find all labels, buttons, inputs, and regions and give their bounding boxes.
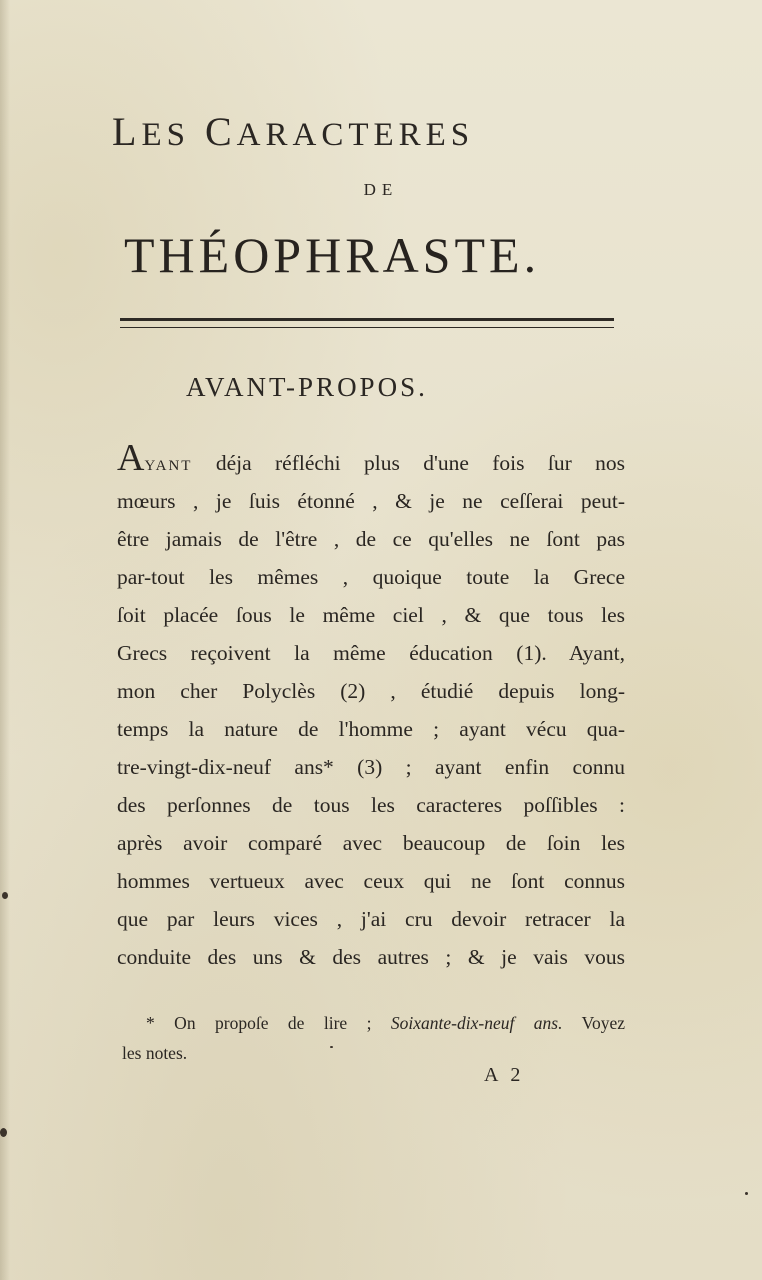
title-les-rest: ES — [141, 117, 190, 153]
body-line-1 — [117, 437, 625, 482]
footnote-prefix: * On propoſe de lire ; — [146, 1013, 391, 1033]
title-caracteres-rest: ARACTERES — [236, 117, 475, 153]
title-initial-l: L — [112, 109, 142, 154]
body-paragraph — [117, 437, 625, 976]
title-line-les-caracteres — [112, 108, 622, 155]
double-rule-thin — [120, 327, 614, 328]
dropcap: A — [117, 437, 145, 479]
body-line-2: mœurs , je ſuis étonné , & je ne ceſſerai peut- — [117, 489, 625, 513]
body-line-7: mon cher Polyclès (2) , étudié depuis long- — [117, 679, 625, 703]
body-line-11: après avoir comparé avec beaucoup de ſoin les — [117, 831, 625, 855]
body-line-13: que par leurs vices , j'ai cru devoir retracer la — [117, 907, 625, 931]
signature-mark: A 2 — [484, 1064, 525, 1086]
title-line-de: DE — [363, 180, 399, 199]
body-line-4: par-tout les mêmes , quoique toute la Grece — [117, 565, 625, 589]
first-word-small-caps: YANT — [144, 458, 193, 474]
double-rule-thick — [120, 318, 614, 321]
body-line-9: tre-vingt-dix-neuf ans* (3) ; ayant enfin connu — [117, 755, 625, 779]
ink-speck — [330, 1046, 333, 1048]
ink-speck — [0, 1128, 7, 1137]
footnote-suffix: Voyez — [562, 1013, 626, 1033]
body-line-14: conduite des uns & des autres ; & je vais vous — [117, 945, 625, 969]
ink-speck — [2, 892, 8, 899]
body-line-1-text: déja réfléchi plus d'une fois ſur nos — [192, 451, 625, 475]
body-line-5: ſoit placée ſous le même ciel , & que tous les — [117, 603, 625, 627]
body-line-6: Grecs reçoivent la même éducation (1). Ayant, — [117, 641, 625, 665]
footnote-line-2: les notes. — [122, 1043, 188, 1063]
body-line-3: être jamais de l'être , de ce qu'elles ne ſont pas — [117, 527, 625, 551]
section-heading: AVANT-PROPOS. — [186, 372, 428, 402]
footnote — [122, 1008, 625, 1068]
title-initial-c: C — [204, 109, 237, 154]
footnote-line-1 — [122, 1008, 625, 1038]
title-line-theophraste: THÉOPHRASTE. — [124, 227, 541, 283]
footnote-italic: Soixante-dix-neuf ans. — [390, 1013, 563, 1033]
body-line-12: hommes vertueux avec ceux qui ne ſont connus — [117, 869, 625, 893]
ink-speck — [745, 1192, 748, 1195]
body-line-8: temps la nature de l'homme ; ayant vécu qua- — [117, 717, 625, 741]
body-line-10: des perſonnes de tous les caracteres poſſibles : — [117, 793, 625, 817]
